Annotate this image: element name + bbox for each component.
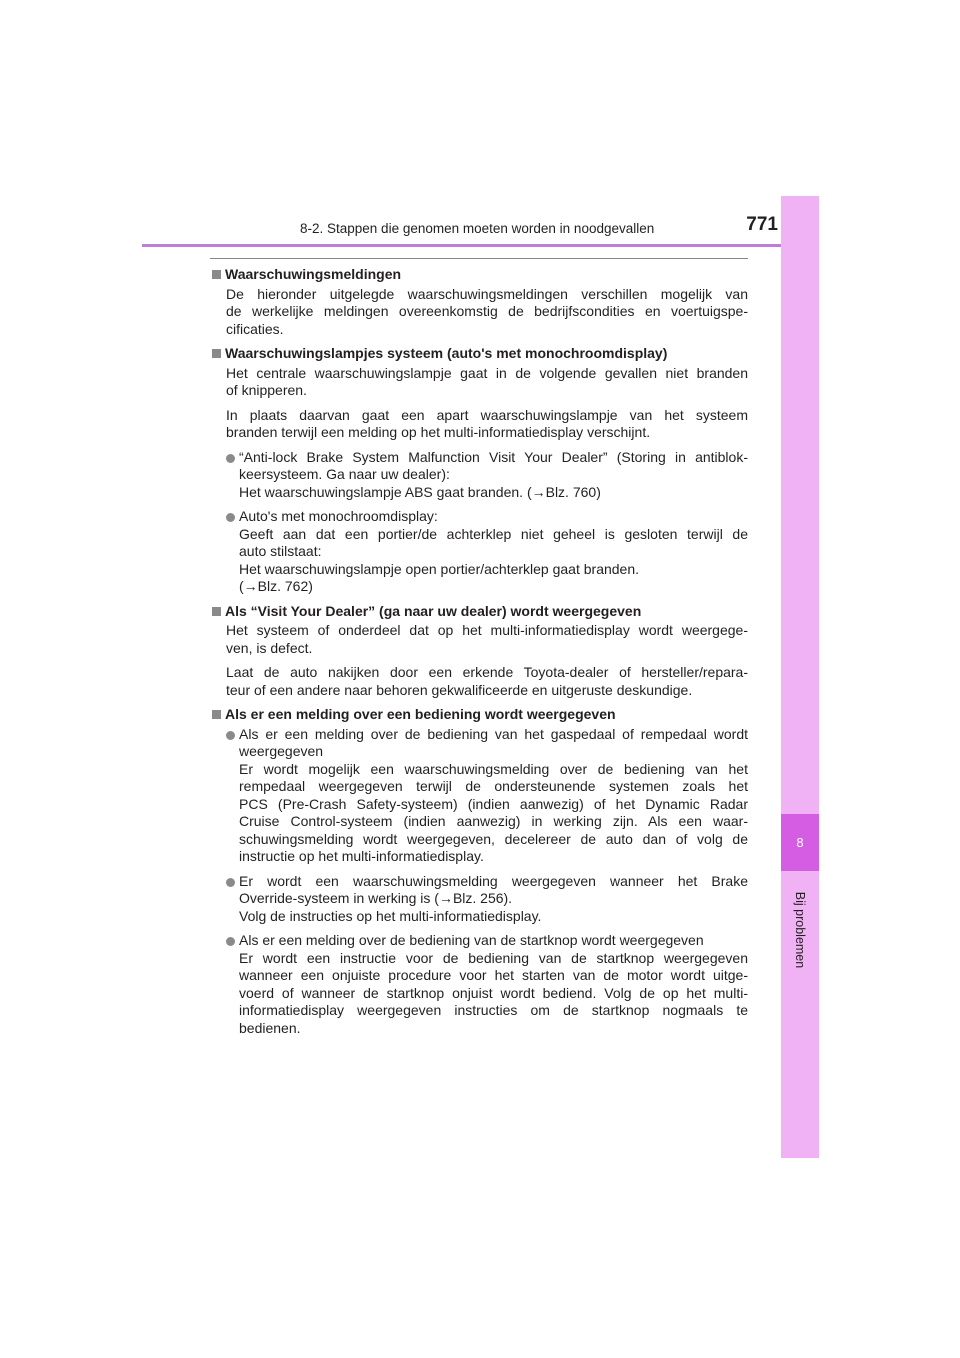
square-bullet-icon [212, 607, 221, 616]
content-top-rule [210, 258, 748, 259]
section-visit-your-dealer [210, 603, 748, 700]
section-title: Waarschuwingslampjes systeem (auto's met monochroomdisplay) [210, 345, 748, 363]
paragraph: De hieronder uitgelegde waarschuwingsmeldingen verschillen mogelijk van de werkelijke meldingen overeenkomstig de bedrijfscondities en voertuigspe- cificaties. [226, 285, 748, 337]
chapter-number-tab: 8 [781, 814, 819, 871]
circle-bullet-icon [226, 454, 235, 463]
paragraph: Het systeem of onderdeel dat op het multi-informatiedisplay wordt weergege- ven, is defect. [226, 622, 748, 656]
paragraph: Het centrale waarschuwingslampje gaat in de volgende gevallen niet branden of knipperen. [226, 364, 748, 398]
bullet-item: Er wordt een waarschuwingsmelding weergegeven wanneer het Brake Override-systeem in werking is (→Blz. 256). Volg de instructies op het multi-informatiedisplay. [226, 873, 748, 926]
square-bullet-icon [212, 710, 221, 719]
section-waarschuwingslampjes [210, 345, 748, 596]
section-waarschuwingsmeldingen [210, 266, 748, 338]
bullet-item: Als er een melding over de bediening van het gaspedaal of rempedaal wordt weergegeven Er wordt mogelijk een waarschuwingsmelding over de bediening van het rempedaal weergegeven terwijl de ondersteunende systemen zoals het PCS (Pre-Crash Safety-systeem) (indien aanwezig) of het Dynamic Radar Cruise Control-systeem (indien aanwezig) in werking zijn. Als een waar- schuwingsmelding wordt weergegeven, decelereer de auto dan of volg de instructie op het multi-informatiedisplay. [226, 726, 748, 866]
section-title: Als er een melding over een bediening wordt weergegeven [210, 706, 748, 724]
running-header-title: 8-2. Stappen die genomen moeten worden in noodgevallen [300, 221, 655, 236]
bullet-item: “Anti-lock Brake System Malfunction Visit Your Dealer” (Storing in antiblok- keersysteem. Ga naar uw dealer): Het waarschuwingslampje ABS gaat branden. (→Blz. 760) [226, 449, 748, 502]
page-content [210, 266, 748, 1044]
bullet-item: Als er een melding over de bediening van de startknop wordt weergegeven Er wordt een instructie voor de bediening van de startknop weergegeven wanneer een onjuiste procedure voor het starten van de motor wordt uitge- voerd of wanneer de startknop onjuist wordt bediend. Volg de op het multi- informatiedisplay weergegeven instructies om de startknop nogmaals te bedienen. [226, 932, 748, 1037]
circle-bullet-icon [226, 937, 235, 946]
section-title: Waarschuwingsmeldingen [210, 266, 748, 284]
chapter-label-container [781, 880, 819, 980]
bullet-item: Auto's met monochroomdisplay: Geeft aan dat een portier/de achterklep niet geheel is gesloten terwijl de auto stilstaat: Het waarschuwingslampje open portier/achterklep gaat branden. (→Blz. 762) [226, 508, 748, 596]
section-title: Als “Visit Your Dealer” (ga naar uw dealer) wordt weergegeven [210, 603, 748, 621]
circle-bullet-icon [226, 731, 235, 740]
circle-bullet-icon [226, 878, 235, 887]
paragraph: In plaats daarvan gaat een apart waarschuwingslampje van het systeem branden terwijl een melding op het multi-informatiedisplay verschijnt. [226, 406, 748, 440]
section-bediening-melding [210, 706, 748, 1037]
header-rule [142, 244, 819, 247]
circle-bullet-icon [226, 513, 235, 522]
square-bullet-icon [212, 270, 221, 279]
paragraph: Laat de auto nakijken door een erkende Toyota-dealer of hersteller/repara- teur of een andere naar behoren gekwalificeerde en uitgeruste deskundige. [226, 664, 748, 698]
chapter-label: Bij problemen [793, 891, 807, 969]
chapter-side-tab [781, 196, 819, 1158]
page-number: 771 [746, 214, 778, 235]
square-bullet-icon [212, 349, 221, 358]
